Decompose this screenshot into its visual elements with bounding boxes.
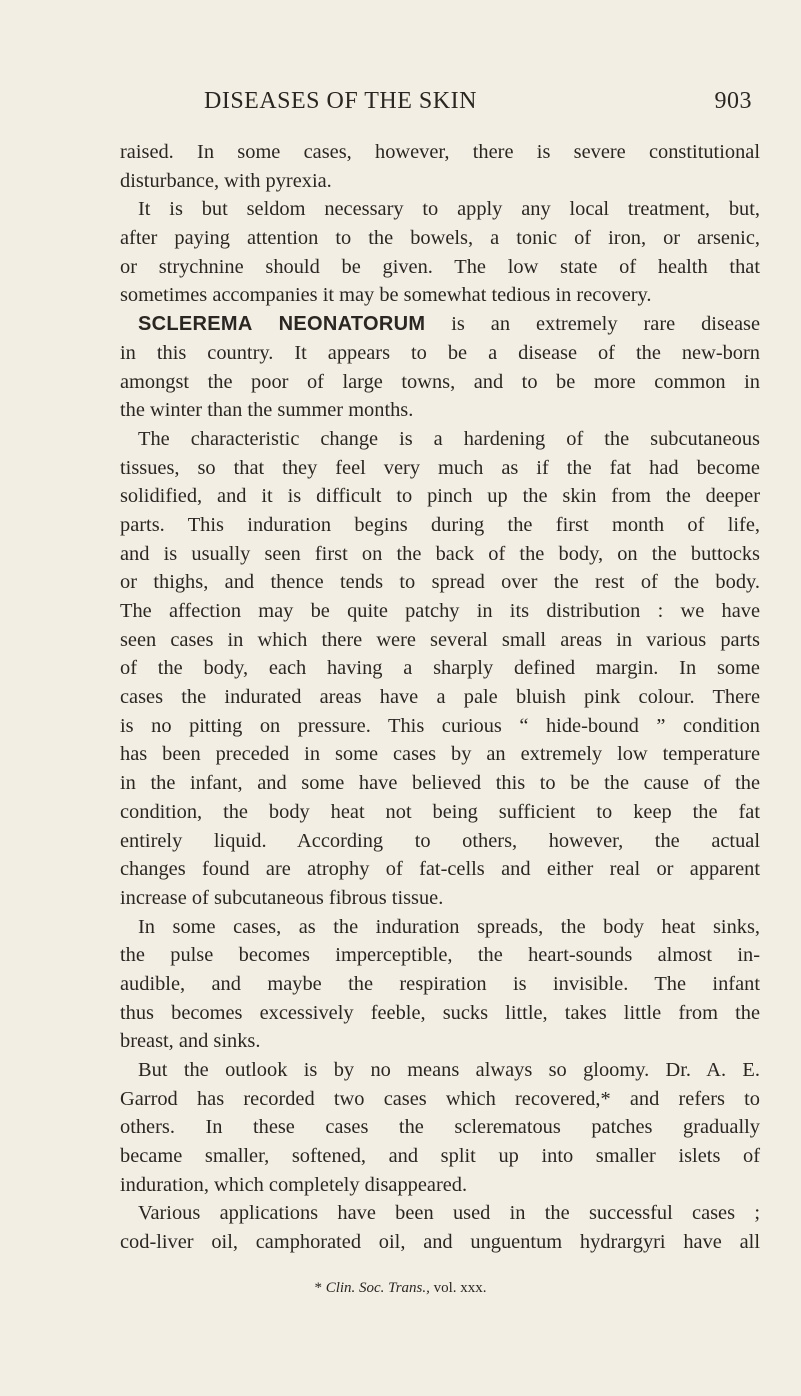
text-line bbox=[120, 654, 760, 683]
line-text: In some cases, as the induration spreads, the body heat sinks, bbox=[138, 915, 760, 938]
text-line bbox=[120, 167, 760, 196]
text-line bbox=[120, 1171, 760, 1200]
line-text: is no pitting on pressure. This curious “ hide-bound ” condition bbox=[120, 714, 760, 737]
line-text: thus becomes excessively feeble, sucks little, takes little from the bbox=[120, 1001, 760, 1024]
line-text: and is usually seen first on the back of the body, on the buttocks bbox=[120, 542, 760, 565]
running-title: DISEASES OF THE SKIN bbox=[204, 88, 477, 114]
line-text: others. In these cases the sclerematous patches gradually bbox=[120, 1116, 760, 1139]
line-text: disturbance, with pyrexia. bbox=[120, 169, 332, 192]
line-text: cases the indurated areas have a pale bluish pink colour. There bbox=[120, 686, 760, 709]
text-line bbox=[120, 1085, 760, 1114]
text-line bbox=[120, 683, 760, 712]
text-line bbox=[120, 310, 760, 339]
line-text: It is but seldom necessary to apply any local treatment, but, bbox=[138, 198, 760, 221]
text-line bbox=[120, 1113, 760, 1142]
line-text: But the outlook is by no means always so gloomy. Dr. A. E. bbox=[138, 1059, 760, 1081]
line-text: condition, the body heat not being sufficient to keep the fat bbox=[120, 800, 760, 823]
text-line bbox=[120, 138, 760, 167]
text-line bbox=[120, 712, 760, 741]
text-line bbox=[120, 740, 760, 769]
line-text: or strychnine should be given. The low state of health that bbox=[120, 255, 760, 278]
line-text: amongst the poor of large towns, and to be more common in bbox=[120, 370, 760, 393]
text-line bbox=[120, 970, 760, 999]
text-line bbox=[120, 253, 760, 282]
text-line bbox=[120, 396, 760, 425]
text-line bbox=[120, 540, 760, 569]
line-text: sometimes accompanies it may be somewhat tedious in recovery. bbox=[120, 284, 652, 307]
text-line bbox=[120, 339, 760, 368]
text-line bbox=[120, 425, 760, 454]
line-text: induration, which completely disappeared. bbox=[120, 1173, 468, 1196]
line-text: or thighs, and thence tends to spread over the rest of the body. bbox=[120, 571, 760, 594]
line-text: Various applications have been used in the successful cases ; bbox=[138, 1202, 760, 1225]
text-line bbox=[120, 1142, 760, 1171]
text-line bbox=[120, 855, 760, 884]
line-text: breast, and sinks. bbox=[120, 1030, 261, 1053]
line-text: solidified, and it is difficult to pinch up the skin from the deeper bbox=[120, 485, 760, 508]
text-line bbox=[120, 1228, 760, 1257]
text-line bbox=[120, 195, 760, 224]
line-text: has been preceded in some cases by an extremely low temperature bbox=[120, 743, 760, 766]
page-number: 903 bbox=[714, 88, 752, 114]
footnote bbox=[0, 1280, 801, 1297]
line-text: in the infant, and some have believed this to be the cause of the bbox=[120, 772, 760, 795]
text-line bbox=[120, 798, 760, 827]
line-text: raised. In some cases, however, there is severe constitutional bbox=[120, 141, 760, 163]
line-text: became smaller, softened, and split up into smaller islets of bbox=[120, 1145, 760, 1168]
line-text: increase of subcutaneous fibrous tissue. bbox=[120, 886, 444, 909]
line-text: changes found are atrophy of fat-cells and either real or apparent bbox=[120, 858, 760, 881]
line-text: The affection may be quite patchy in its distribution : we have bbox=[120, 600, 760, 622]
body-text bbox=[120, 138, 760, 1257]
line-text: of the body, each having a sharply defined margin. In some bbox=[120, 657, 760, 680]
text-line bbox=[120, 626, 760, 655]
text-line bbox=[120, 913, 760, 942]
line-text: entirely liquid. According to others, however, the actual bbox=[120, 829, 760, 852]
line-text: seen cases in which there were several small areas in various parts bbox=[120, 628, 760, 651]
text-line bbox=[120, 224, 760, 253]
line-text: The characteristic change is a hardening of the subcutaneous bbox=[138, 427, 760, 450]
text-line bbox=[120, 1027, 760, 1056]
text-line bbox=[120, 511, 760, 540]
text-line bbox=[120, 454, 760, 483]
text-line bbox=[120, 568, 760, 597]
text-line bbox=[120, 999, 760, 1028]
line-text: cod-liver oil, camphorated oil, and unguentum hydrargyri have all bbox=[120, 1231, 760, 1254]
line-text: after paying attention to the bowels, a tonic of iron, or arsenic, bbox=[120, 227, 760, 250]
footnote-marker: * bbox=[314, 1280, 322, 1296]
text-line bbox=[120, 597, 760, 626]
line-text: the pulse becomes imperceptible, the heart-sounds almost in- bbox=[120, 944, 760, 967]
text-line bbox=[120, 884, 760, 913]
line-text: Garrod has recorded two cases which recovered,* and refers to bbox=[120, 1087, 760, 1110]
running-head bbox=[120, 88, 752, 122]
line-text: audible, and maybe the respiration is invisible. The infant bbox=[120, 972, 760, 995]
text-line bbox=[120, 281, 760, 310]
text-line bbox=[120, 769, 760, 798]
line-text: tissues, so that they feel very much as if the fat had become bbox=[120, 456, 760, 479]
text-line bbox=[120, 1199, 760, 1228]
line-text: the winter than the summer months. bbox=[120, 399, 414, 422]
line-text: is an extremely rare disease bbox=[425, 313, 760, 336]
text-line bbox=[120, 1056, 760, 1085]
footnote-volume: vol. xxx. bbox=[433, 1280, 487, 1296]
text-line bbox=[120, 368, 760, 397]
footnote-source: Clin. Soc. Trans., bbox=[325, 1280, 430, 1296]
text-line bbox=[120, 827, 760, 856]
text-line bbox=[120, 482, 760, 511]
line-text: parts. This induration begins during the first month of life, bbox=[120, 513, 760, 536]
line-text: in this country. It appears to be a disease of the new-born bbox=[120, 341, 760, 364]
text-line bbox=[120, 941, 760, 970]
section-heading: SCLEREMA NEONATORUM bbox=[138, 313, 426, 336]
